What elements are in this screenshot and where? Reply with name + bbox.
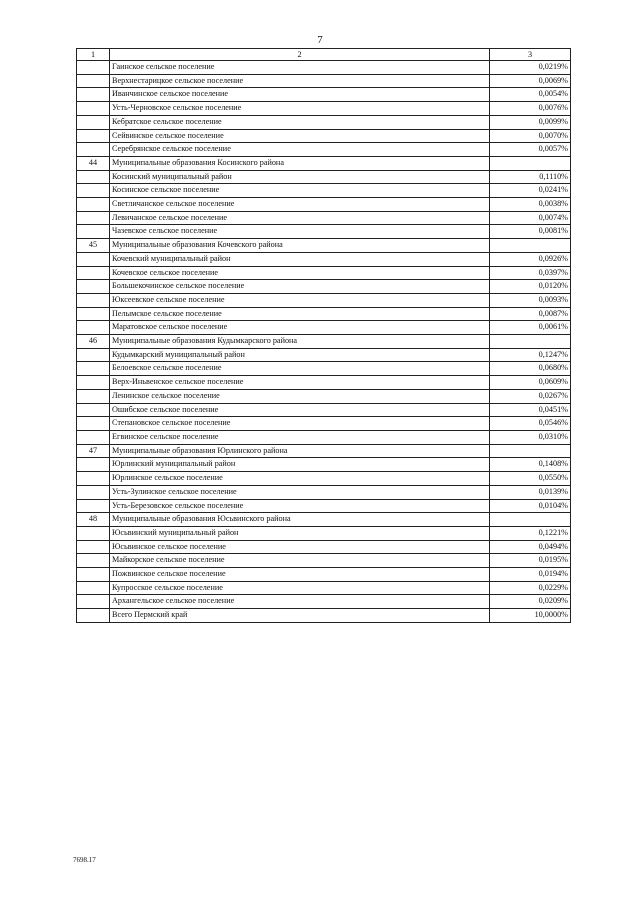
share-value-cell: 0,0120% [490, 280, 571, 294]
document-code: 7698.17 [73, 856, 96, 864]
municipality-name-cell: Усть-Черновское сельское поселение [110, 102, 490, 116]
municipality-name-cell: Купросское сельское поселение [110, 581, 490, 595]
share-value-cell: 10,0000% [490, 609, 571, 623]
municipality-name-cell: Светличанское сельское поселение [110, 198, 490, 212]
municipality-name-cell: Ошибское сельское поселение [110, 403, 490, 417]
table-row [77, 211, 571, 225]
share-value-cell: 0,1110% [490, 170, 571, 184]
share-value-cell: 0,0926% [490, 252, 571, 266]
table-row [77, 280, 571, 294]
municipality-name-cell: Верх-Иньвенское сельское поселение [110, 376, 490, 390]
municipality-name-cell: Усть-Березовское сельское поселение [110, 499, 490, 513]
share-value-cell: 0,0093% [490, 293, 571, 307]
row-number-cell [77, 225, 110, 239]
row-number-cell [77, 376, 110, 390]
allocation-table [76, 48, 571, 623]
share-value-cell: 0,0054% [490, 88, 571, 102]
municipality-name-cell: Юсьвинский муниципальный район [110, 526, 490, 540]
row-number-cell [77, 458, 110, 472]
row-number-cell [77, 499, 110, 513]
share-value-cell: 0,0267% [490, 389, 571, 403]
municipality-name-cell: Белоевское сельское поселение [110, 362, 490, 376]
table-row [77, 458, 571, 472]
row-number-cell [77, 198, 110, 212]
municipality-name-cell: Пелымское сельское поселение [110, 307, 490, 321]
page-number: 7 [317, 34, 323, 46]
row-number-cell [77, 540, 110, 554]
table-row [77, 143, 571, 157]
share-value-cell: 0,0057% [490, 143, 571, 157]
municipality-name-cell: Юсьвинское сельское поселение [110, 540, 490, 554]
column-header-3: 3 [490, 49, 571, 61]
municipality-name-cell: Муниципальные образования Кудымкарского района [110, 335, 490, 349]
table-row [77, 417, 571, 431]
share-value-cell: 0,0099% [490, 115, 571, 129]
table-row [77, 568, 571, 582]
row-number-cell [77, 252, 110, 266]
table-row [77, 376, 571, 390]
share-value-cell: 0,0494% [490, 540, 571, 554]
share-value-cell: 0,0546% [490, 417, 571, 431]
share-value-cell: 0,1247% [490, 348, 571, 362]
municipality-name-cell: Всего Пермский край [110, 609, 490, 623]
municipality-name-cell: Юксеевское сельское поселение [110, 293, 490, 307]
share-value-cell: 0,0550% [490, 472, 571, 486]
table-row [77, 170, 571, 184]
municipality-name-cell: Кудымкарский муниципальный район [110, 348, 490, 362]
municipality-name-cell: Муниципальные образования Юрлинского района [110, 444, 490, 458]
share-value-cell: 0,0609% [490, 376, 571, 390]
district-group-row [77, 513, 571, 527]
share-value-cell: 0,0194% [490, 568, 571, 582]
row-number-cell [77, 417, 110, 431]
table-row [77, 88, 571, 102]
row-number-cell [77, 595, 110, 609]
table-row [77, 252, 571, 266]
municipality-name-cell: Майкорское сельское поселение [110, 554, 490, 568]
district-group-row [77, 444, 571, 458]
share-value-cell [490, 335, 571, 349]
row-number-cell [77, 280, 110, 294]
municipality-name-cell: Серебрянское сельское поселение [110, 143, 490, 157]
row-number-cell [77, 170, 110, 184]
share-value-cell: 0,0061% [490, 321, 571, 335]
share-value-cell [490, 156, 571, 170]
table-row [77, 115, 571, 129]
district-group-row [77, 239, 571, 253]
row-number-cell [77, 115, 110, 129]
row-number-cell [77, 430, 110, 444]
row-number-cell [77, 184, 110, 198]
row-number-cell [77, 554, 110, 568]
row-number-cell [77, 403, 110, 417]
share-value-cell: 0,0680% [490, 362, 571, 376]
table-row [77, 74, 571, 88]
share-value-cell: 0,0074% [490, 211, 571, 225]
municipality-name-cell: Архангельское сельское поселение [110, 595, 490, 609]
share-value-cell: 0,0104% [490, 499, 571, 513]
table-row [77, 348, 571, 362]
table-row [77, 609, 571, 623]
row-number-cell [77, 61, 110, 75]
row-number-cell [77, 211, 110, 225]
row-number-cell [77, 581, 110, 595]
municipality-name-cell: Гаинское сельское поселение [110, 61, 490, 75]
row-number-cell [77, 307, 110, 321]
table-header-row [77, 49, 571, 61]
share-value-cell: 0,0069% [490, 74, 571, 88]
column-header-2: 2 [110, 49, 490, 61]
share-value-cell: 0,1408% [490, 458, 571, 472]
district-group-row [77, 156, 571, 170]
row-number-cell [77, 143, 110, 157]
municipality-name-cell: Кочевский муниципальный район [110, 252, 490, 266]
municipality-name-cell: Юрлинское сельское поселение [110, 472, 490, 486]
share-value-cell: 0,0451% [490, 403, 571, 417]
municipality-name-cell: Косинский муниципальный район [110, 170, 490, 184]
district-group-row [77, 335, 571, 349]
row-number-cell [77, 609, 110, 623]
row-number-cell [77, 321, 110, 335]
share-value-cell: 0,0397% [490, 266, 571, 280]
municipality-name-cell: Маратовское сельское поселение [110, 321, 490, 335]
row-number-cell [77, 102, 110, 116]
municipality-name-cell: Усть-Зулинское сельское поселение [110, 485, 490, 499]
row-number-cell [77, 362, 110, 376]
table-row [77, 389, 571, 403]
share-value-cell [490, 239, 571, 253]
share-value-cell: 0,0087% [490, 307, 571, 321]
municipality-name-cell: Большекочинское сельское поселение [110, 280, 490, 294]
municipality-name-cell: Чазевское сельское поселение [110, 225, 490, 239]
share-value-cell: 0,0241% [490, 184, 571, 198]
table-row [77, 293, 571, 307]
row-number-cell [77, 389, 110, 403]
table-row [77, 403, 571, 417]
table-row [77, 225, 571, 239]
table-row [77, 102, 571, 116]
row-number-cell [77, 348, 110, 362]
row-number-cell [77, 266, 110, 280]
table-row [77, 540, 571, 554]
municipality-name-cell: Муниципальные образования Юсьвинского района [110, 513, 490, 527]
municipality-name-cell: Егвинское сельское поселение [110, 430, 490, 444]
row-number-cell [77, 485, 110, 499]
table-row [77, 499, 571, 513]
row-number-cell [77, 129, 110, 143]
row-number-cell [77, 526, 110, 540]
table-row [77, 472, 571, 486]
municipality-name-cell: Кебратское сельское поселение [110, 115, 490, 129]
municipality-name-cell: Верхнестарицкое сельское поселение [110, 74, 490, 88]
municipality-name-cell: Муниципальные образования Кочевского района [110, 239, 490, 253]
table-row [77, 526, 571, 540]
row-number-cell [77, 293, 110, 307]
row-number-cell [77, 472, 110, 486]
municipality-name-cell: Ленинское сельское поселение [110, 389, 490, 403]
share-value-cell: 0,1221% [490, 526, 571, 540]
table-row [77, 485, 571, 499]
row-number-cell: 46 [77, 335, 110, 349]
municipality-name-cell: Кочевское сельское поселение [110, 266, 490, 280]
table-row [77, 554, 571, 568]
share-value-cell: 0,0076% [490, 102, 571, 116]
share-value-cell: 0,0139% [490, 485, 571, 499]
table-row [77, 129, 571, 143]
municipality-name-cell: Сейвинское сельское поселение [110, 129, 490, 143]
table-row [77, 198, 571, 212]
table-row [77, 321, 571, 335]
share-value-cell: 0,0195% [490, 554, 571, 568]
municipality-name-cell: Иванчинское сельское поселение [110, 88, 490, 102]
table-row [77, 595, 571, 609]
row-number-cell: 45 [77, 239, 110, 253]
row-number-cell [77, 74, 110, 88]
share-value-cell: 0,0209% [490, 595, 571, 609]
row-number-cell: 48 [77, 513, 110, 527]
share-value-cell: 0,0219% [490, 61, 571, 75]
share-value-cell [490, 513, 571, 527]
row-number-cell [77, 88, 110, 102]
municipality-name-cell: Косинское сельское поселение [110, 184, 490, 198]
share-value-cell: 0,0081% [490, 225, 571, 239]
table-row [77, 266, 571, 280]
municipality-name-cell: Степановское сельское поселение [110, 417, 490, 431]
municipality-name-cell: Пожвинское сельское поселение [110, 568, 490, 582]
table-row [77, 61, 571, 75]
table-row [77, 184, 571, 198]
table-row [77, 430, 571, 444]
municipality-name-cell: Муниципальные образования Косинского района [110, 156, 490, 170]
share-value-cell: 0,0310% [490, 430, 571, 444]
table-row [77, 307, 571, 321]
row-number-cell: 47 [77, 444, 110, 458]
share-value-cell: 0,0038% [490, 198, 571, 212]
municipality-name-cell: Левичанское сельское поселение [110, 211, 490, 225]
column-header-1: 1 [77, 49, 110, 61]
table-row [77, 362, 571, 376]
row-number-cell [77, 568, 110, 582]
municipality-name-cell: Юрлинский муниципальный район [110, 458, 490, 472]
row-number-cell: 44 [77, 156, 110, 170]
share-value-cell: 0,0070% [490, 129, 571, 143]
share-value-cell [490, 444, 571, 458]
table-row [77, 581, 571, 595]
share-value-cell: 0,0229% [490, 581, 571, 595]
